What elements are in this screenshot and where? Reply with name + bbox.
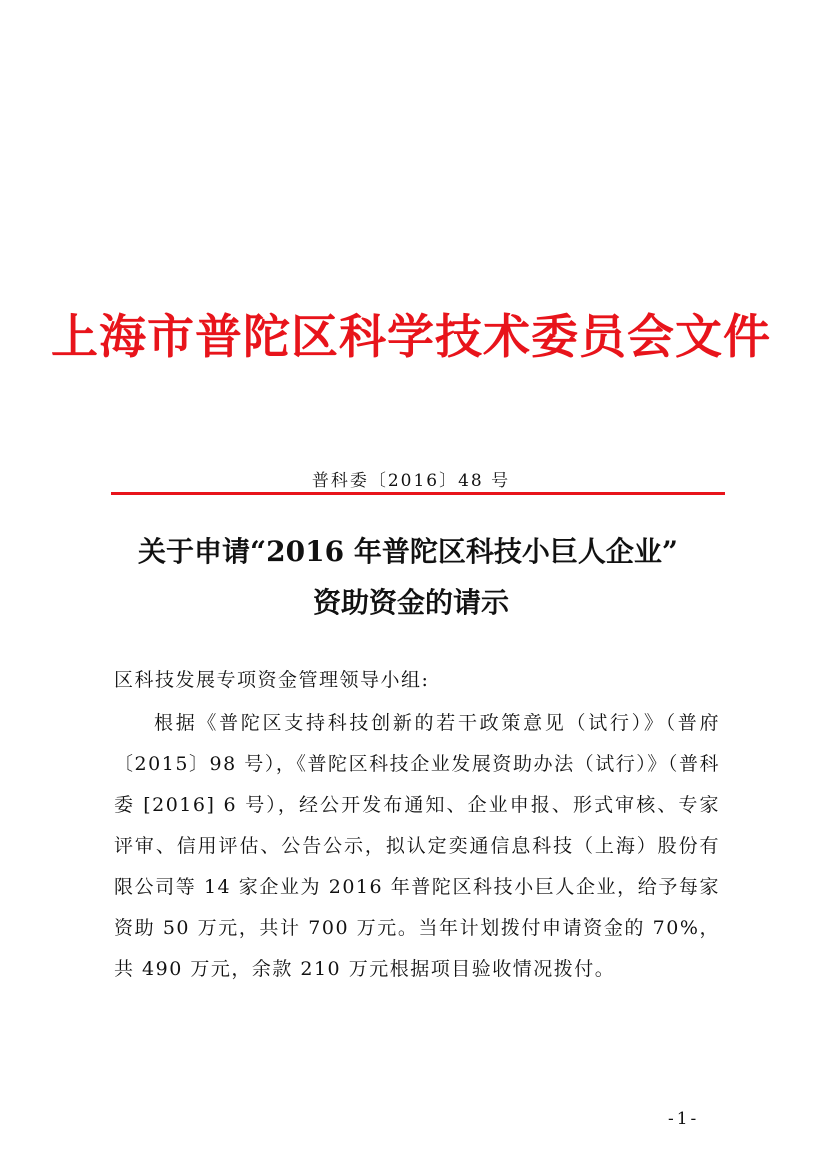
document-title-line-1: 关于申请“2016 年普陀区科技小巨人企业”	[138, 535, 678, 568]
red-divider-line	[111, 492, 725, 495]
issuing-organization-header: 上海市普陀区科学技术委员会文件	[51, 310, 771, 365]
page-number: -1-	[668, 1109, 700, 1129]
document-title-line-2: 资助资金的请示	[312, 586, 509, 619]
body-paragraph: 根据《普陀区支持科技创新的若干政策意见（试行）》（普府〔2015〕98 号），《普陀区科技企业发展资助办法（试行）》（普科委 [2016] 6 号），经公开发布通知、企业申报、形式审核、专家评审、信用评估、公告公示，拟认定奕通信息科技（上海）股份有限公司等 14 家企业为 2016 年普陀区科技小巨人企业，给予每家资助 50 万元，共计 700 万元。当年计划拨付申请资金的 70%，共 490 万元，余款 210 万元根据项目验收情况拨付。	[114, 712, 720, 980]
salutation: 区科技发展专项资金管理领导小组:	[114, 669, 430, 691]
document-number: 普科委〔2016〕48 号	[311, 471, 511, 491]
